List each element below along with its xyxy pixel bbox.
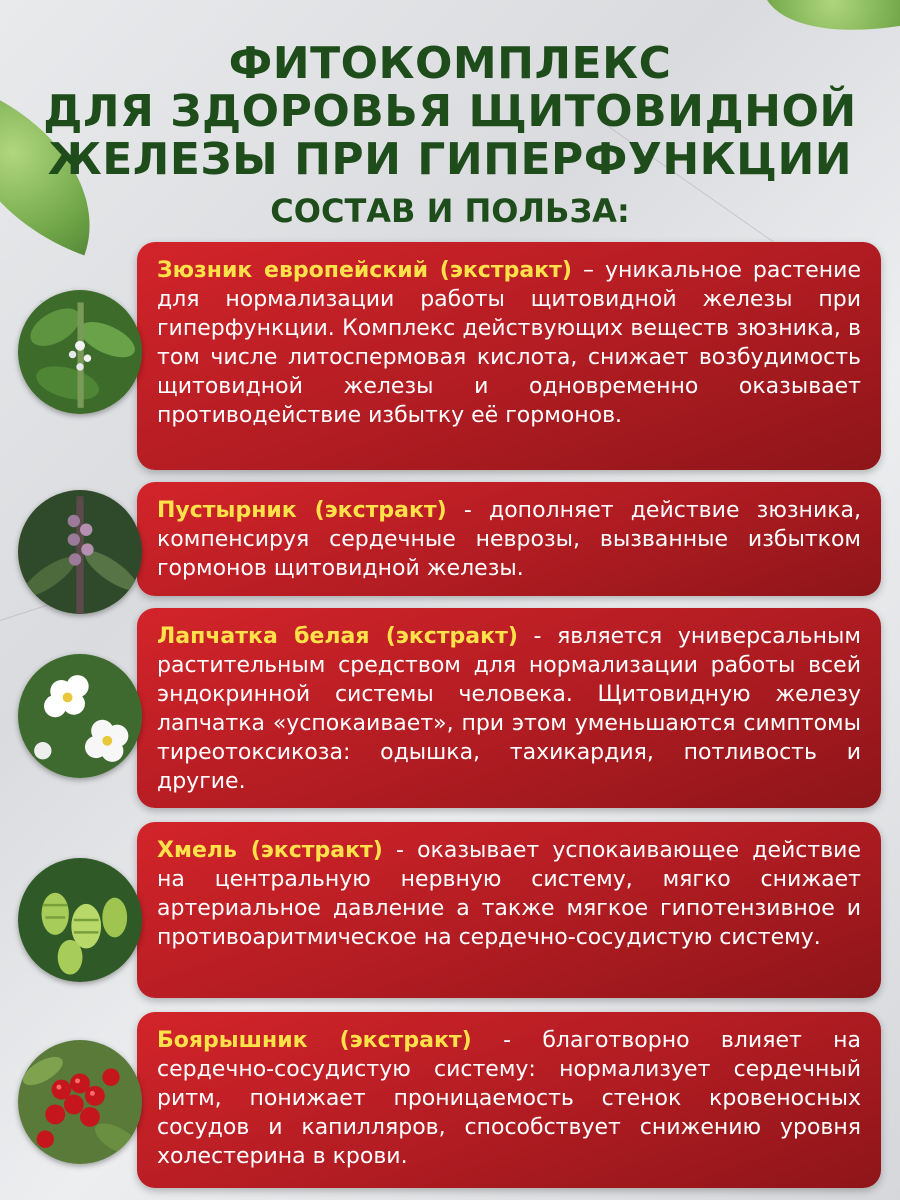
- ingredient-text: - благотворно влияет на сердечно-сосудистую систему: нормализует сердечный ритм, понижает проницаемость стенок кровеносных сосудов и капилляров, способствует снижению уровня холестерина в крови.: [157, 1028, 861, 1169]
- motherwort-plant-photo: [18, 490, 142, 614]
- title-line: ЖЕЛЕЗЫ ПРИ ГИПЕРФУНКЦИИ: [47, 134, 853, 185]
- ingredient-text: - дополняет действие зюзника, компенсируя сердечные неврозы, вызванные избытком гормонов щитовидной железы.: [157, 498, 862, 581]
- ingredient-name: Зюзник европейский (экстракт): [157, 258, 572, 283]
- ingredient-text: - оказывает успокаивающее действие на центральную нервную систему, мягко снижает артериальное давление а также мягкое гипотензивное и противоаритмическое на сердечно-сосудистую систему.: [157, 838, 862, 950]
- ingredient-description: [157, 496, 861, 583]
- title-line: ДЛЯ ЗДОРОВЬЯ ЩИТОВИДНОЙ: [43, 86, 857, 137]
- ingredient-card: [137, 242, 881, 470]
- ingredient-card: [137, 482, 881, 596]
- hop-cones-photo: [18, 858, 142, 982]
- ingredient-text: – уникальное растение для нормализации работы щитовидной железы при гиперфункции. Комплекс действующих веществ зюзника, в том числе литоспермовая кислота, снижает возбудимость щитовидной железы и одновременно оказывает противодействие избытку её гормонов.: [157, 258, 861, 428]
- ingredient-text: - является универсальным растительным средством для нормализации работы всей эндокринной системы человека. Щитовидную железу лапчатка «успокаивает», при этом уменьшаются симптомы тиреотоксикоза: одышка, тахикардия, потливость и другие.: [157, 624, 861, 794]
- ingredient-card: [137, 608, 881, 808]
- hawthorn-berries-photo: [18, 1040, 142, 1164]
- section-subtitle: СОСТАВ И ПОЛЬЗА:: [270, 192, 630, 230]
- ingredient-description: [157, 622, 861, 796]
- page-title: [0, 40, 900, 184]
- ingredient-name: Лапчатка белая (экстракт): [157, 624, 518, 649]
- ingredient-name: Пустырник (экстракт): [157, 498, 447, 523]
- ingredient-description: [157, 836, 861, 952]
- white-cinquefoil-flowers-photo: [18, 654, 142, 778]
- ingredient-card: [137, 1012, 881, 1188]
- ingredient-description: [157, 1026, 861, 1171]
- ingredient-card: [137, 822, 881, 998]
- ingredient-name: Боярышник (экстракт): [157, 1028, 472, 1053]
- ingredient-name: Хмель (экстракт): [157, 838, 383, 863]
- title-line: ФИТОКОМПЛЕКС: [228, 38, 672, 89]
- ingredient-description: [157, 256, 861, 430]
- lycopus-plant-photo: [18, 290, 142, 414]
